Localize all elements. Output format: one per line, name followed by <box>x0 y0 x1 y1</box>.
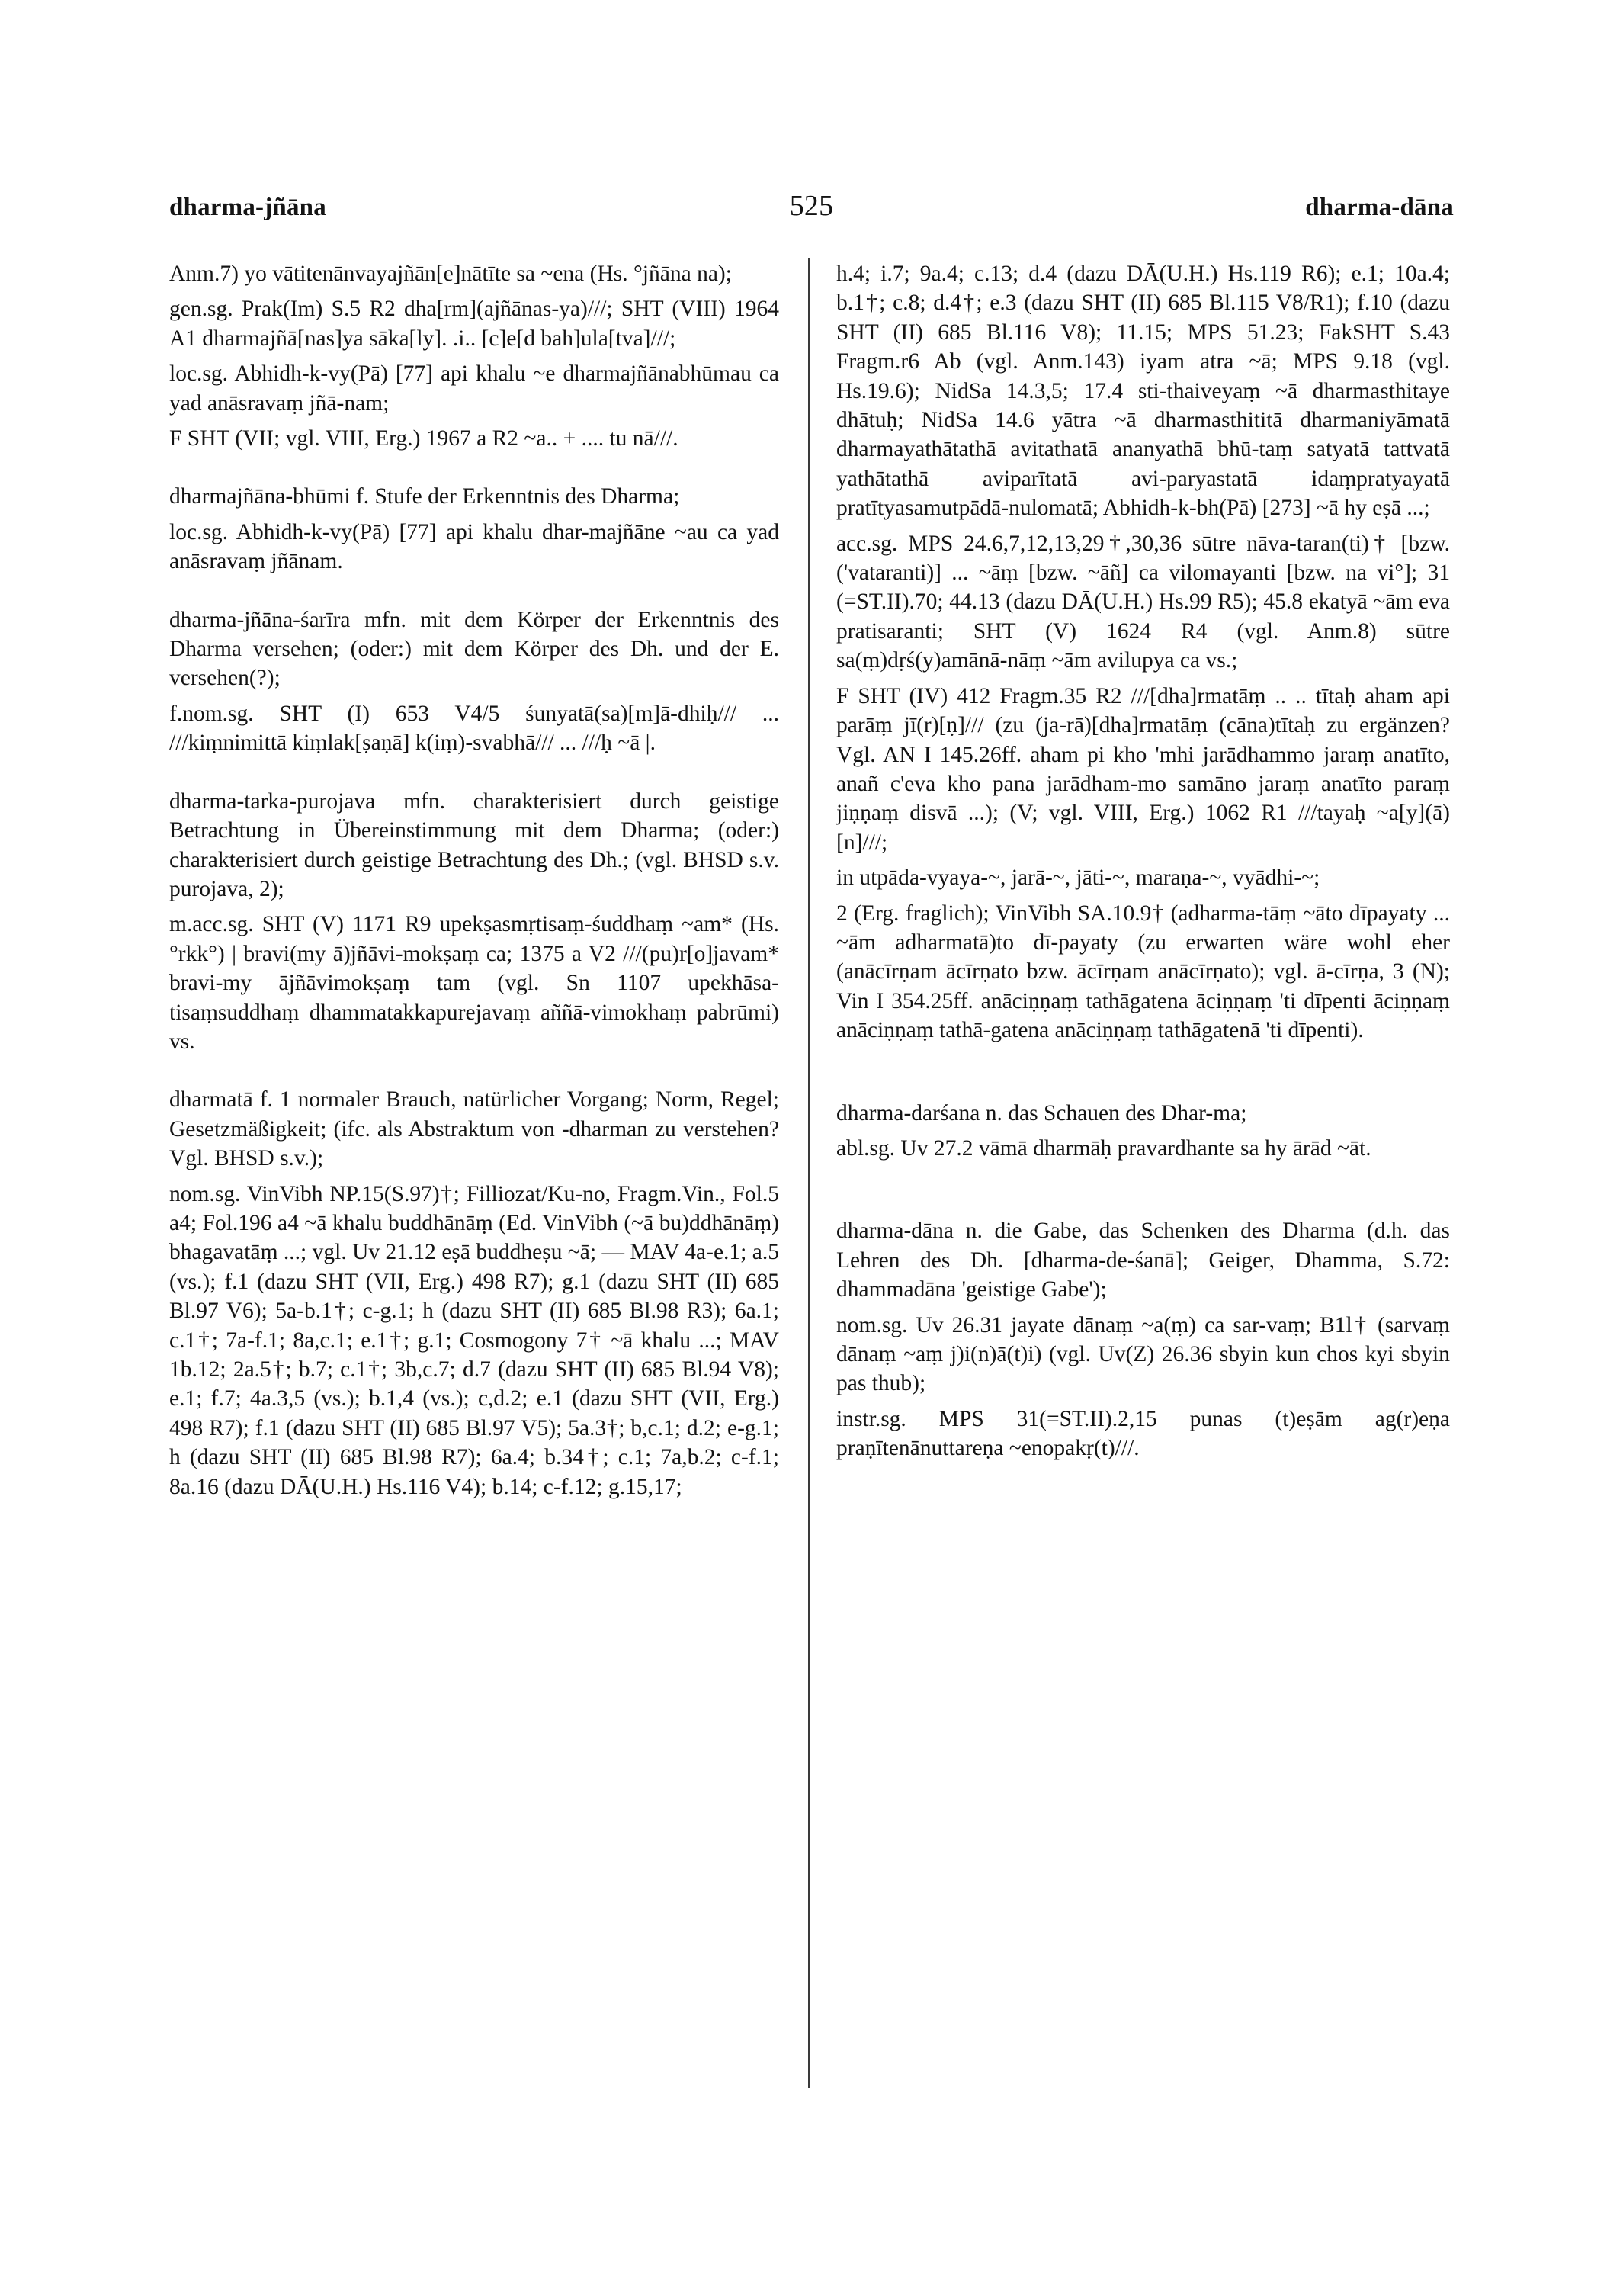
entry-text: m.acc.sg. SHT (V) 1171 R9 upekṣasmṛtisaṃ-śuddhaṃ ~am* (Hs. °rkk°) | bravi(my ā)jñāvi-mokṣaṃ ca; 1375 a V2 ///(pu)r[o]javam* bravi-my ājñāvimokṣaṃ tam (vgl. Sn 1107 upekhāsa-tisaṃsuddhaṃ dhammatakkapurejavaṃ aññā-vimokhaṃ pabrūmi) vs. <box>169 912 779 1054</box>
left-catchword: dharma-jñāna <box>169 194 326 221</box>
page-number: 525 <box>789 190 834 222</box>
left-column <box>169 259 779 1508</box>
entry-headword: dharma-jñāna-śarīra mfn. mit dem Körper der Erkenntnis des Dharma versehen; (oder:) mit dem Körper des Dh. und der E. versehen(?); <box>169 607 779 691</box>
entry-text: gen.sg. Prak(Im) S.5 R2 dha[rm](ajñānas-ya)///; SHT (VIII) 1964 A1 dharmajñā[nas]ya sāka[ly]. .i.. [c]e[d bah]ula[tva]///; <box>169 297 779 351</box>
entry-text: h.4; i.7; 9a.4; c.13; d.4 (dazu DĀ(U.H.) Hs.119 R6); e.1; 10a.4; b.1†; c.8; d.4†; e.3 (dazu SHT (II) 685 Bl.115 V8/R1); f.10 (dazu SHT (II) 685 Bl.116 V8); 11.15; MPS 51.23; FakSHT S.43 Fragm.r6 Ab (vgl. Anm.143) iyam atra ~ā; MPS 9.18 (vgl. Hs.19.6); NidSa 14.3,5; 17.4 sti-thaiveyaṃ ~ā dharmasthitaye dhātuḥ; NidSa 14.6 yātra ~ā dharmasthititā dharmaniyāmatā dharmayathātathā avitathatā ananyathā bhū-taṃ satyatā tattvatā yathātathā aviparītatā avi-paryastatā idaṃpratyayatā pratītyasamutpādā-nulomatā; Abhidh-k-bh(Pā) [273] ~ā hy eṣā ...; <box>836 262 1450 521</box>
entry-text: loc.sg. Abhidh-k-vy(Pā) [77] api khalu ~e dharmajñānabhūmau ca yad anāsravaṃ jñā-nam; <box>169 361 779 416</box>
entry-text: Anm.7) yo vātitenānvayajñān[e]nātīte sa ~ena (Hs. °jñāna na); <box>169 262 732 286</box>
entry-text: abl.sg. Uv 27.2 vāmā dharmāḥ pravardhante sa hy ārād ~āt. <box>836 1135 1371 1161</box>
entry-headword: dharmatā f. 1 normaler Brauch, natürlicher Vorgang; Norm, Regel; Gesetzmäßigkeit; (ifc. als Abstraktum von -dharman zu verstehen? Vgl. BHSD s.v.); <box>169 1087 779 1171</box>
right-catchword: dharma-dāna <box>1305 194 1454 221</box>
entry-text: in utpāda-vyaya-~, jarā-~, jāti-~, maraṇa-~, vyādhi-~; <box>836 865 1320 891</box>
column-divider <box>808 258 810 2088</box>
entry-headword: dharma-tarka-purojava mfn. charakterisiert durch geistige Betrachtung in Übereinstimmung mit dem Dharma; (oder:) charakterisiert durch geistige Betrachtung des Dh.; (vgl. BHSD s.v. purojava, 2); <box>169 788 779 901</box>
entry-headword: dharma-darśana n. das Schauen des Dhar-ma; <box>836 1100 1247 1126</box>
entry-text: 2 (Erg. fraglich); VinVibh SA.10.9† (adharma-tāṃ ~āto dīpayaty ... ~ām adharmatā)to dī-payaty (zu erwarten wäre wohl eher (anācīrṇam ācīrṇato bzw. ācīrṇam anācīrṇato); vgl. ā-cīrṇa, 3 (N); Vin I 354.25ff. anāciṇṇaṃ tathāgatena āciṇṇaṃ 'ti dīpenti āciṇṇaṃ anāciṇṇaṃ tathā-gatena anāciṇṇaṃ tathāgatenā 'ti dīpenti). <box>836 901 1450 1043</box>
entry-text: nom.sg. Uv 26.31 jayate dānaṃ ~a(ṃ) ca sar-vaṃ; B1l† (sarvaṃ dānaṃ ~aṃ j)i(n)ā(t)i) (vgl. Uv(Z) 26.36 sbyin kun chos kyi sbyin pas thub); <box>836 1312 1450 1396</box>
entry-text: F SHT (VII; vgl. VIII, Erg.) 1967 a R2 ~a.. + .... tu nā///. <box>169 426 678 451</box>
entry-headword: dharma-dāna n. die Gabe, das Schenken des Dharma (d.h. das Lehren des Dh. [dharma-de-śanā]; Geiger, Dhamma, S.72: dhammadāna 'geistige Gabe'); <box>836 1219 1450 1302</box>
entry-text: loc.sg. Abhidh-k-vy(Pā) [77] api khalu dhar-majñāne ~au ca yad anāsravaṃ jñānam. <box>169 519 779 574</box>
entry-text: nom.sg. VinVibh NP.15(S.97)†; Filliozat/Ku-no, Fragm.Vin., Fol.5 a4; Fol.196 a4 ~ā khalu buddhānāṃ (Ed. VinVibh (~ā bu)ddhānāṃ) bhagavatāṃ ...; vgl. Uv 21.12 eṣā buddheṣu ~ā; — MAV 4a-e.1; a.5 (vs.); f.1 (dazu SHT (VII, Erg.) 498 R7); g.1 (dazu SHT (II) 685 Bl.97 V6); 5a-b.1†; c-g.1; h (dazu SHT (II) 685 Bl.98 R3); 6a.1; c.1†; 7a-f.1; 8a,c.1; e.1†; g.1; Cosmogony 7† ~ā khalu ...; MAV 1b.12; 2a.5†; b.7; c.1†; 3b,c.7; d.7 (dazu SHT (II) 685 Bl.94 V8); e.1; f.7; 4a.3,5 (vs.); b.1,4 (vs.); c,d.2; e.1 (dazu SHT (VII, Erg.) 498 R7); f.1 (dazu SHT (II) 685 Bl.97 V5); 5a.3†; b,c.1; d.2; e-g.1; h (dazu SHT (II) 685 Bl.98 R7); 6a.4; b.34†; c.1; 7a,b.2; c-f.1; 8a.16 (dazu DĀ(U.H.) Hs.116 V4); b.14; c-f.12; g.15,17; <box>169 1181 779 1499</box>
entry-headword: dharmajñāna-bhūmi f. Stufe der Erkenntnis des Dharma; <box>169 484 680 509</box>
entry-text: F SHT (IV) 412 Fragm.35 R2 ///[dha]rmatāṃ .. .. tītaḥ aham api parāṃ jī(r)[ṇ]/// (zu (ja-rā)[dha]rmatāṃ (cāna)tītaḥ zu ergänzen? Vgl. AN I 145.26ff. aham pi kho 'mhi jarādhammo jaraṃ anatīto, anañ c'eva kho pana jarādham-mo samāno jaraṃ anatīto paraṃ jiṇṇaṃ disvā ...); (V; vgl. VIII, Erg.) 1062 R1 ///tayaḥ ~a[y](ā) [n]///; <box>836 683 1450 855</box>
right-column <box>836 259 1450 1469</box>
entry-text: f.nom.sg. SHT (I) 653 V4/5 śunyatā(sa)[m]ā-dhiḥ/// ... ///kiṃnimittā kiṃlak[ṣaṇā] k(iṃ)-svabhā/// ... ///ḥ ~ā |. <box>169 701 779 756</box>
entry-text: instr.sg. MPS 31(=ST.II).2,15 punas (t)eṣām ag(r)eṇa praṇītenānuttareṇa ~enopakṛ(t)///. <box>836 1406 1450 1461</box>
entry-text: acc.sg. MPS 24.6,7,12,13,29†,30,36 sūtre nāva-taran(ti)† [bzw. ('vataranti)] ... ~āṃ [bzw. ~āñ] ca vilomayanti [bzw. na vi°]; 31 (=ST.II).70; 44.13 (dazu DĀ(U.H.) Hs.99 R5); 45.8 ekatyā ~ām eva pratisaranti; SHT (V) 1624 R4 (vgl. Anm.8) sūtre sa(ṃ)dṛś(y)amānā-nāṃ ~ām avilupya ca vs.; <box>836 531 1450 673</box>
